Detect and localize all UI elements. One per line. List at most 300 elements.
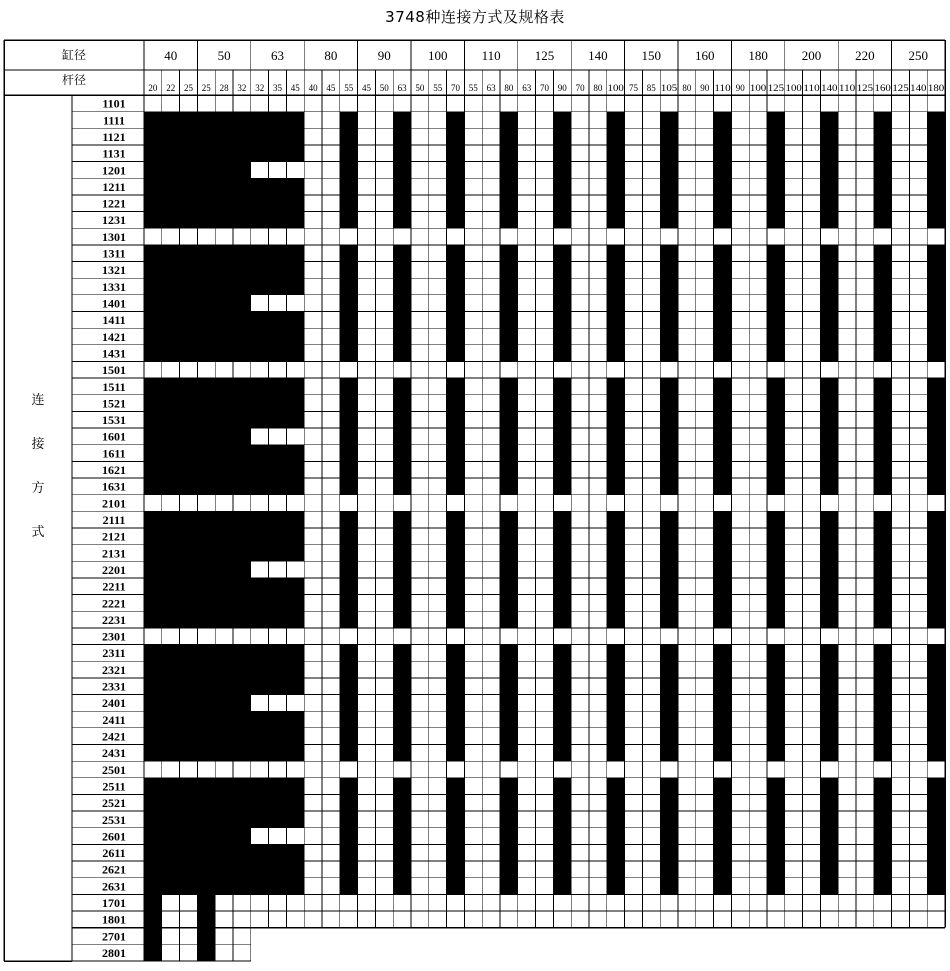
filled-cell xyxy=(820,611,838,628)
filled-cell xyxy=(144,695,162,712)
filled-cell xyxy=(927,878,945,895)
filled-cell xyxy=(660,528,678,545)
filled-cell xyxy=(393,811,411,828)
filled-cell xyxy=(251,328,269,345)
filled-cell xyxy=(144,278,162,295)
filled-cell xyxy=(162,212,180,229)
filled-cell xyxy=(144,794,162,811)
rod-label: 22 xyxy=(166,83,176,93)
filled-cell xyxy=(144,411,162,428)
row-code: 1421 xyxy=(102,329,126,344)
filled-cell xyxy=(660,378,678,395)
filled-cell xyxy=(162,578,180,595)
filled-cell xyxy=(197,511,215,528)
connection-label-char: 方 xyxy=(31,481,45,496)
filled-cell xyxy=(251,145,269,162)
filled-cell xyxy=(607,428,625,445)
filled-cell xyxy=(874,595,892,612)
filled-cell xyxy=(144,395,162,412)
filled-cell xyxy=(340,162,358,179)
filled-cell xyxy=(144,728,162,745)
filled-cell xyxy=(607,212,625,229)
filled-cell xyxy=(180,395,198,412)
rod-label: 32 xyxy=(255,83,265,93)
filled-cell xyxy=(500,844,518,861)
filled-cell xyxy=(607,112,625,129)
filled-cell xyxy=(144,711,162,728)
filled-cell xyxy=(874,778,892,795)
filled-cell xyxy=(447,861,465,878)
filled-cell xyxy=(286,645,304,662)
filled-cell xyxy=(340,828,358,845)
filled-cell xyxy=(215,794,233,811)
row-code: 1801 xyxy=(102,912,126,927)
filled-cell xyxy=(767,162,785,179)
filled-cell xyxy=(767,212,785,229)
filled-cell xyxy=(660,828,678,845)
row-code: 2511 xyxy=(102,779,126,794)
filled-cell xyxy=(874,611,892,628)
filled-cell xyxy=(215,545,233,562)
filled-cell xyxy=(500,112,518,129)
filled-cell xyxy=(500,861,518,878)
filled-cell xyxy=(180,828,198,845)
filled-cell xyxy=(660,445,678,462)
filled-cell xyxy=(215,695,233,712)
filled-cell xyxy=(340,378,358,395)
filled-cell xyxy=(269,794,287,811)
filled-cell xyxy=(927,445,945,462)
filled-cell xyxy=(215,745,233,762)
filled-cell xyxy=(197,745,215,762)
filled-cell xyxy=(233,611,251,628)
bore-header-label: 缸径 xyxy=(61,48,87,62)
filled-cell xyxy=(162,844,180,861)
row-code: 1511 xyxy=(102,379,126,394)
filled-cell xyxy=(197,112,215,129)
filled-cell xyxy=(162,478,180,495)
filled-cell xyxy=(874,711,892,728)
filled-cell xyxy=(269,711,287,728)
filled-cell xyxy=(197,861,215,878)
filled-cell xyxy=(251,878,269,895)
filled-cell xyxy=(927,162,945,179)
filled-cell xyxy=(767,611,785,628)
filled-cell xyxy=(714,511,732,528)
filled-cell xyxy=(553,778,571,795)
filled-cell xyxy=(162,728,180,745)
filled-cell xyxy=(714,561,732,578)
filled-cell xyxy=(162,778,180,795)
row-code: 2501 xyxy=(102,762,126,777)
filled-cell xyxy=(447,178,465,195)
filled-cell xyxy=(500,778,518,795)
filled-cell xyxy=(767,478,785,495)
filled-cell xyxy=(340,561,358,578)
filled-cell xyxy=(233,461,251,478)
filled-cell xyxy=(767,545,785,562)
filled-cell xyxy=(180,578,198,595)
filled-cell xyxy=(197,794,215,811)
filled-cell xyxy=(215,561,233,578)
filled-cell xyxy=(874,262,892,279)
filled-cell xyxy=(251,861,269,878)
filled-cell xyxy=(393,312,411,329)
filled-cell xyxy=(874,844,892,861)
connection-label-char: 连 xyxy=(31,393,45,408)
bore-label: 160 xyxy=(694,48,715,63)
filled-cell xyxy=(660,595,678,612)
filled-cell xyxy=(162,428,180,445)
filled-cell xyxy=(553,528,571,545)
filled-cell xyxy=(340,878,358,895)
filled-cell xyxy=(215,678,233,695)
filled-cell xyxy=(144,778,162,795)
filled-cell xyxy=(500,561,518,578)
filled-cell xyxy=(767,878,785,895)
filled-cell xyxy=(251,611,269,628)
rod-label: 125 xyxy=(892,83,910,93)
rod-label: 80 xyxy=(682,83,692,93)
filled-cell xyxy=(251,178,269,195)
filled-cell xyxy=(500,328,518,345)
filled-cell xyxy=(500,578,518,595)
filled-cell xyxy=(927,561,945,578)
filled-cell xyxy=(393,511,411,528)
filled-cell xyxy=(874,395,892,412)
bore-label: 110 xyxy=(481,48,501,63)
filled-cell xyxy=(767,461,785,478)
row-code: 2431 xyxy=(102,746,126,761)
filled-cell xyxy=(820,711,838,728)
filled-cell xyxy=(269,478,287,495)
filled-cell xyxy=(927,728,945,745)
filled-cell xyxy=(215,312,233,329)
row-code: 1631 xyxy=(102,479,126,494)
row-code: 1311 xyxy=(102,246,126,261)
filled-cell xyxy=(197,128,215,145)
filled-cell xyxy=(162,262,180,279)
filled-cell xyxy=(820,811,838,828)
filled-cell xyxy=(340,428,358,445)
filled-cell xyxy=(874,528,892,545)
filled-cell xyxy=(144,894,162,911)
row-code: 1221 xyxy=(102,196,126,211)
row-code: 1111 xyxy=(102,113,126,128)
filled-cell xyxy=(233,478,251,495)
filled-cell xyxy=(927,678,945,695)
rod-label: 75 xyxy=(629,83,638,93)
filled-cell xyxy=(180,645,198,662)
filled-cell xyxy=(500,794,518,811)
filled-cell xyxy=(340,461,358,478)
filled-cell xyxy=(180,528,198,545)
filled-cell xyxy=(714,278,732,295)
filled-cell xyxy=(874,728,892,745)
filled-cell xyxy=(500,828,518,845)
filled-cell xyxy=(269,595,287,612)
row-code: 2621 xyxy=(102,862,126,877)
filled-cell xyxy=(180,112,198,129)
filled-cell xyxy=(340,861,358,878)
filled-cell xyxy=(820,678,838,695)
filled-cell xyxy=(500,212,518,229)
filled-cell xyxy=(286,112,304,129)
filled-cell xyxy=(820,245,838,262)
filled-cell xyxy=(251,395,269,412)
filled-cell xyxy=(607,711,625,728)
filled-cell xyxy=(660,461,678,478)
filled-cell xyxy=(607,478,625,495)
filled-cell xyxy=(340,578,358,595)
filled-cell xyxy=(500,511,518,528)
filled-cell xyxy=(767,695,785,712)
filled-cell xyxy=(144,844,162,861)
filled-cell xyxy=(553,145,571,162)
filled-cell xyxy=(393,578,411,595)
filled-cell xyxy=(874,411,892,428)
filled-cell xyxy=(269,395,287,412)
filled-cell xyxy=(714,844,732,861)
rod-label: 20 xyxy=(148,83,158,93)
filled-cell xyxy=(162,195,180,212)
filled-cell xyxy=(197,245,215,262)
filled-cell xyxy=(607,345,625,362)
filled-cell xyxy=(197,428,215,445)
filled-cell xyxy=(874,678,892,695)
filled-cell xyxy=(162,878,180,895)
filled-cell xyxy=(714,528,732,545)
filled-cell xyxy=(286,411,304,428)
filled-cell xyxy=(927,661,945,678)
filled-cell xyxy=(180,545,198,562)
filled-cell xyxy=(874,811,892,828)
filled-cell xyxy=(197,695,215,712)
filled-cell xyxy=(927,861,945,878)
filled-cell xyxy=(500,411,518,428)
filled-cell xyxy=(714,578,732,595)
filled-cell xyxy=(820,195,838,212)
filled-cell xyxy=(820,695,838,712)
filled-cell xyxy=(180,328,198,345)
rod-label: 105 xyxy=(660,83,678,93)
filled-cell xyxy=(340,145,358,162)
filled-cell xyxy=(447,345,465,362)
rod-label: 63 xyxy=(522,83,532,93)
filled-cell xyxy=(269,611,287,628)
filled-cell xyxy=(874,128,892,145)
filled-cell xyxy=(269,745,287,762)
filled-cell xyxy=(233,162,251,179)
filled-cell xyxy=(180,428,198,445)
filled-cell xyxy=(553,461,571,478)
filled-cell xyxy=(197,295,215,312)
row-code: 2531 xyxy=(102,812,126,827)
filled-cell xyxy=(197,312,215,329)
filled-cell xyxy=(162,328,180,345)
filled-cell xyxy=(197,944,215,961)
filled-cell xyxy=(820,128,838,145)
filled-cell xyxy=(767,345,785,362)
rod-label: 100 xyxy=(785,83,803,93)
filled-cell xyxy=(820,312,838,329)
filled-cell xyxy=(447,578,465,595)
filled-cell xyxy=(251,128,269,145)
filled-cell xyxy=(607,678,625,695)
filled-cell xyxy=(251,595,269,612)
filled-cell xyxy=(251,745,269,762)
filled-cell xyxy=(500,645,518,662)
filled-cell xyxy=(215,395,233,412)
filled-cell xyxy=(269,661,287,678)
rod-label: 32 xyxy=(237,83,247,93)
filled-cell xyxy=(269,345,287,362)
bore-label: 250 xyxy=(908,48,929,63)
filled-cell xyxy=(767,861,785,878)
filled-cell xyxy=(607,844,625,861)
filled-cell xyxy=(820,378,838,395)
filled-cell xyxy=(286,878,304,895)
filled-cell xyxy=(927,378,945,395)
filled-cell xyxy=(500,145,518,162)
filled-cell xyxy=(233,661,251,678)
filled-cell xyxy=(162,445,180,462)
filled-cell xyxy=(607,578,625,595)
filled-cell xyxy=(607,145,625,162)
filled-cell xyxy=(500,278,518,295)
filled-cell xyxy=(215,611,233,628)
filled-cell xyxy=(927,178,945,195)
filled-cell xyxy=(874,245,892,262)
filled-cell xyxy=(251,545,269,562)
rod-label: 45 xyxy=(362,83,371,93)
filled-cell xyxy=(251,445,269,462)
filled-cell xyxy=(660,262,678,279)
row-code: 1621 xyxy=(102,463,126,478)
filled-cell xyxy=(447,528,465,545)
filled-cell xyxy=(500,378,518,395)
filled-cell xyxy=(607,595,625,612)
filled-cell xyxy=(714,445,732,462)
rod-label: 50 xyxy=(415,83,425,93)
filled-cell xyxy=(927,645,945,662)
filled-cell xyxy=(874,295,892,312)
filled-cell xyxy=(393,678,411,695)
filled-cell xyxy=(393,711,411,728)
filled-cell xyxy=(180,778,198,795)
filled-cell xyxy=(286,745,304,762)
filled-cell xyxy=(215,478,233,495)
filled-cell xyxy=(340,595,358,612)
filled-cell xyxy=(197,661,215,678)
rod-label: 160 xyxy=(874,83,892,93)
filled-cell xyxy=(447,395,465,412)
filled-cell xyxy=(927,262,945,279)
filled-cell xyxy=(180,378,198,395)
filled-cell xyxy=(927,828,945,845)
row-code: 1521 xyxy=(102,396,126,411)
filled-cell xyxy=(607,411,625,428)
filled-cell xyxy=(714,128,732,145)
row-code: 2331 xyxy=(102,679,126,694)
filled-cell xyxy=(233,212,251,229)
filled-cell xyxy=(215,162,233,179)
filled-cell xyxy=(393,595,411,612)
filled-cell xyxy=(660,162,678,179)
filled-cell xyxy=(660,345,678,362)
filled-cell xyxy=(820,295,838,312)
filled-cell xyxy=(393,295,411,312)
filled-cell xyxy=(447,678,465,695)
filled-cell xyxy=(927,128,945,145)
filled-cell xyxy=(233,295,251,312)
row-code: 2221 xyxy=(102,596,126,611)
filled-cell xyxy=(767,728,785,745)
filled-cell xyxy=(215,128,233,145)
filled-cell xyxy=(714,695,732,712)
filled-cell xyxy=(447,478,465,495)
filled-cell xyxy=(447,328,465,345)
filled-cell xyxy=(215,528,233,545)
filled-cell xyxy=(607,445,625,462)
bore-label: 125 xyxy=(534,48,555,63)
rod-label: 90 xyxy=(557,83,567,93)
filled-cell xyxy=(820,445,838,462)
filled-cell xyxy=(180,678,198,695)
filled-cell xyxy=(660,861,678,878)
filled-cell xyxy=(553,861,571,878)
connection-label-char: 式 xyxy=(31,525,45,540)
filled-cell xyxy=(162,295,180,312)
filled-cell xyxy=(820,145,838,162)
filled-cell xyxy=(286,511,304,528)
filled-cell xyxy=(233,844,251,861)
filled-cell xyxy=(197,778,215,795)
filled-cell xyxy=(927,811,945,828)
row-code: 1301 xyxy=(102,229,126,244)
filled-cell xyxy=(162,312,180,329)
filled-cell xyxy=(447,561,465,578)
filled-cell xyxy=(269,112,287,129)
row-code: 2111 xyxy=(102,513,126,527)
filled-cell xyxy=(393,128,411,145)
filled-cell xyxy=(340,295,358,312)
filled-cell xyxy=(660,112,678,129)
filled-cell xyxy=(393,428,411,445)
filled-cell xyxy=(340,195,358,212)
filled-cell xyxy=(286,262,304,279)
filled-cell xyxy=(144,578,162,595)
filled-cell xyxy=(340,128,358,145)
filled-cell xyxy=(447,212,465,229)
filled-cell xyxy=(197,345,215,362)
filled-cell xyxy=(500,811,518,828)
filled-cell xyxy=(393,245,411,262)
filled-cell xyxy=(820,595,838,612)
filled-cell xyxy=(269,195,287,212)
filled-cell xyxy=(340,545,358,562)
filled-cell xyxy=(553,312,571,329)
filled-cell xyxy=(215,212,233,229)
filled-cell xyxy=(340,478,358,495)
filled-cell xyxy=(714,661,732,678)
filled-cell xyxy=(286,328,304,345)
filled-cell xyxy=(286,395,304,412)
filled-cell xyxy=(233,395,251,412)
filled-cell xyxy=(767,245,785,262)
filled-cell xyxy=(447,112,465,129)
filled-cell xyxy=(251,312,269,329)
